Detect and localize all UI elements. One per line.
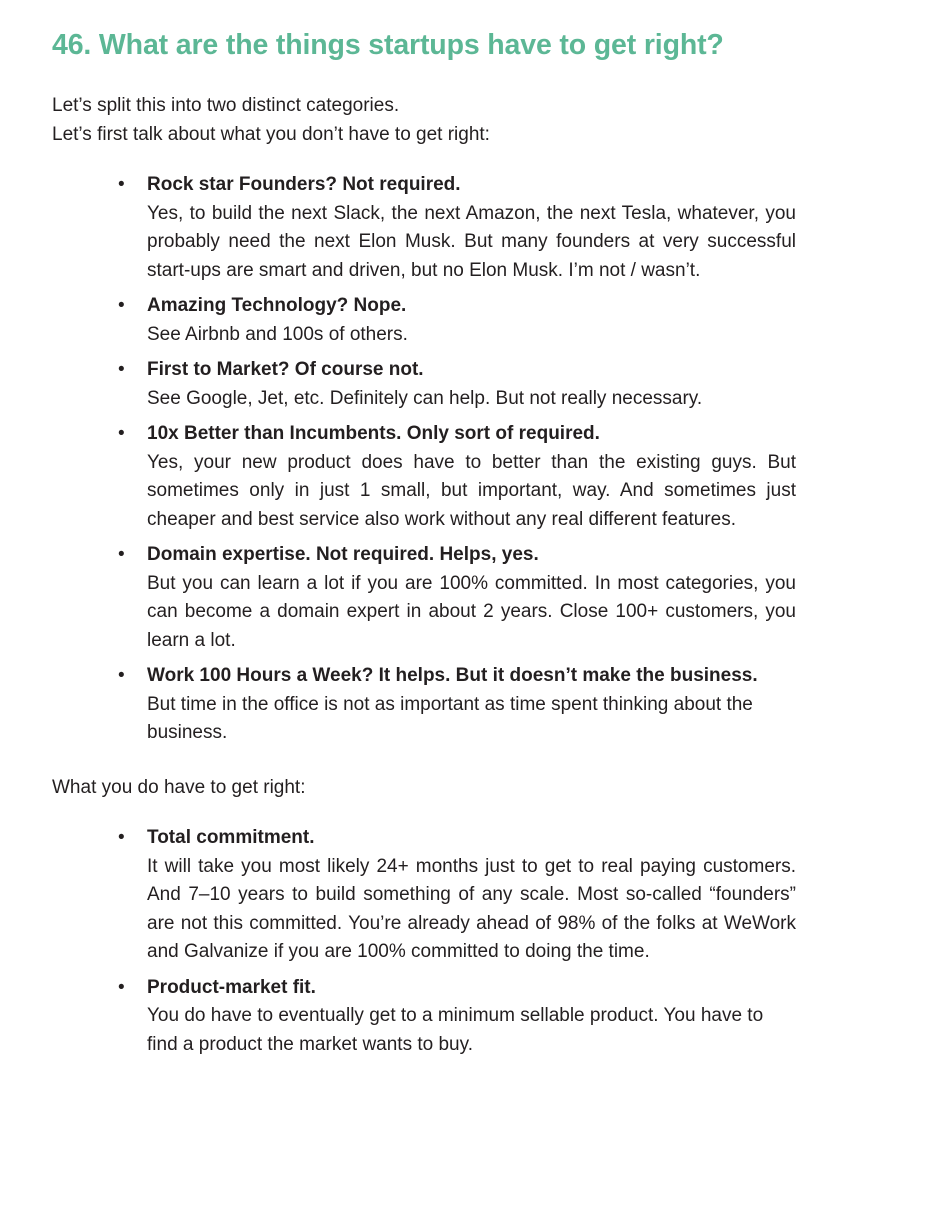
bullet-heading: Amazing Technology? Nope. <box>147 295 407 316</box>
bullet-icon: • <box>118 827 125 848</box>
intro-paragraph <box>52 92 796 149</box>
required-list <box>52 824 796 1059</box>
intro-line-1: Let’s split this into two distinct categories. <box>52 95 400 116</box>
list-item <box>52 356 796 413</box>
bullet-icon: • <box>118 295 125 316</box>
bullet-heading: Total commitment. <box>147 827 315 848</box>
bullet-heading: 10x Better than Incumbents. Only sort of required. <box>147 423 600 444</box>
bullet-body: See Google, Jet, etc. Definitely can help. But not really necessary. <box>147 387 703 409</box>
page-content <box>52 0 796 1059</box>
transition-paragraph: What you do have to get right: <box>52 776 306 798</box>
bullet-heading: Rock star Founders? Not required. <box>147 174 461 195</box>
list-item <box>52 662 796 748</box>
bullet-body: You do have to eventually get to a minimum sellable product. You have to find a product the market wants to buy. <box>147 1005 764 1055</box>
bullet-body: Yes, your new product does have to better than the existing guys. But sometimes only in just 1 small, but important, way. And sometimes just cheaper and best service also work without any real different features. <box>147 451 796 530</box>
bullet-heading: Work 100 Hours a Week? It helps. But it doesn’t make the business. <box>147 665 758 686</box>
bullet-icon: • <box>118 544 125 565</box>
bullet-body: See Airbnb and 100s of others. <box>147 323 408 345</box>
list-item <box>52 171 796 285</box>
list-item <box>52 292 796 349</box>
bullet-heading: Domain expertise. Not required. Helps, yes. <box>147 544 539 565</box>
bullet-body: But time in the office is not as important as time spent thinking about the business. <box>147 693 753 743</box>
list-item <box>52 541 796 655</box>
list-item <box>52 824 796 967</box>
bullet-icon: • <box>118 174 125 195</box>
page-title: 46. What are the things startups have to get right? <box>52 29 724 61</box>
bullet-heading: First to Market? Of course not. <box>147 359 424 380</box>
intro-line-2: Let’s first talk about what you don’t have to get right: <box>52 123 490 145</box>
list-item <box>52 420 796 534</box>
bullet-icon: • <box>118 359 125 380</box>
not-required-list <box>52 171 796 748</box>
bullet-icon: • <box>118 423 125 444</box>
bullet-icon: • <box>118 976 125 998</box>
bullet-body: It will take you most likely 24+ months just to get to real paying customers. And 7–10 years to build something of any scale. Most so-called “founders” are not this committed. You’re already ahead of 98% of the folks at WeWork and Galvanize if you are 100% committed to doing the time. <box>147 855 796 962</box>
bullet-heading: Product-market fit. <box>147 976 316 998</box>
bullet-icon: • <box>118 665 125 686</box>
bullet-body: Yes, to build the next Slack, the next Amazon, the next Tesla, whatever, you probably need the next Elon Musk. But many founders at very successful start-ups are smart and driven, but no Elon Musk. I’m not / wasn’t. <box>147 202 796 281</box>
list-item <box>52 974 796 1060</box>
bullet-body: But you can learn a lot if you are 100% committed. In most categories, you can become a domain expert in about 2 years. Close 100+ customers, you learn a lot. <box>147 572 796 651</box>
